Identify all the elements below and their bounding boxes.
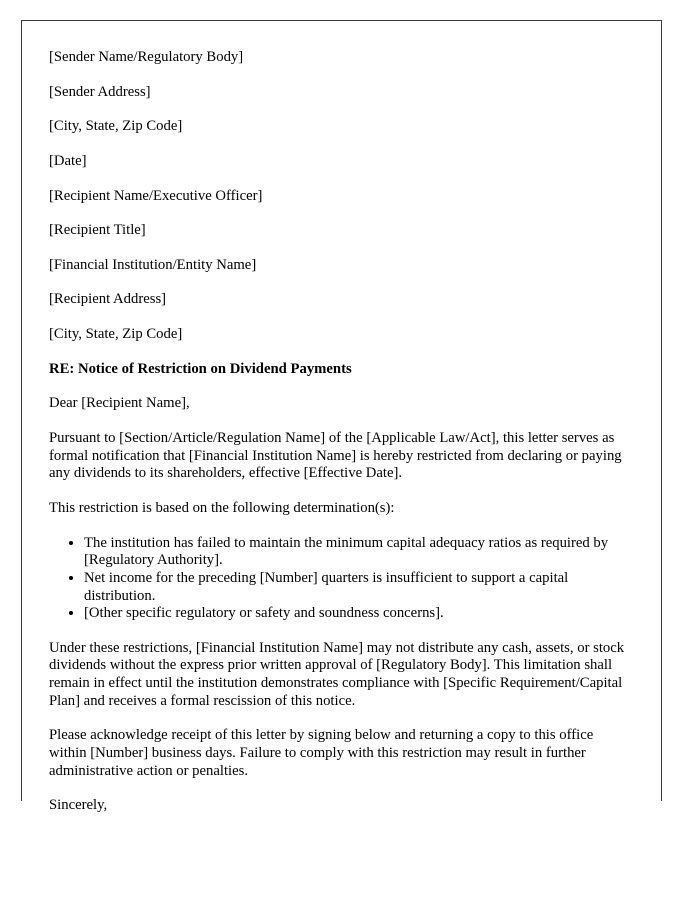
recipient-city-state-zip-line: [City, State, Zip Code] <box>49 326 183 343</box>
closing-line: Sincerely, <box>49 797 108 814</box>
sender-address-line: [Sender Address] <box>49 83 151 100</box>
salutation: Dear [Recipient Name], <box>49 395 190 412</box>
institution-name-line: [Financial Institution/Entity Name] <box>49 256 257 273</box>
determination-item: • Net income for the preceding [Number] quarters is insufficient to support a capital distribution. <box>84 570 631 605</box>
date-line: [Date] <box>49 152 87 169</box>
sender-city-state-zip-line: [City, State, Zip Code] <box>49 118 183 135</box>
recipient-title-line: [Recipient Title] <box>49 222 146 239</box>
determinations-lead: This restriction is based on the following determination(s): <box>49 499 395 516</box>
recipient-address-line: [Recipient Address] <box>49 291 167 308</box>
determination-item: • [Other specific regulatory or safety and soundness concerns]. <box>84 605 631 623</box>
restrictions-paragraph: Under these restrictions, [Financial Institution Name] may not distribute any cash, assets, or stock dividends without the express prior written approval of [Regulatory Body]. This limitation shall remain in effect until the institution demonstrates compliance with [Specific Requirement/Capital Plan] and receives a formal rescission of this notice. <box>49 639 625 709</box>
acknowledge-paragraph: Please acknowledge receipt of this letter by signing below and returning a copy to this office within [Number] business days. Failure to comply with this restriction may result in further administrative action or penalties. <box>49 727 594 779</box>
subject-line: RE: Notice of Restriction on Dividend Payments <box>49 360 352 377</box>
determination-item: • The institution has failed to maintain the minimum capital adequacy ratios as required by [Regulatory Authority]. <box>84 535 631 570</box>
letter-page <box>21 20 662 814</box>
recipient-name-line: [Recipient Name/Executive Officer] <box>49 187 263 204</box>
sender-name-line: [Sender Name/Regulatory Body] <box>49 49 244 65</box>
intro-paragraph: Pursuant to [Section/Article/Regulation Name] of the [Applicable Law/Act], this letter serves as formal notification that [Financial Institution Name] is hereby restricted from declaring or paying any dividends to its shareholders, effective [Effective Date]. <box>49 430 622 482</box>
determination-list <box>49 535 631 623</box>
